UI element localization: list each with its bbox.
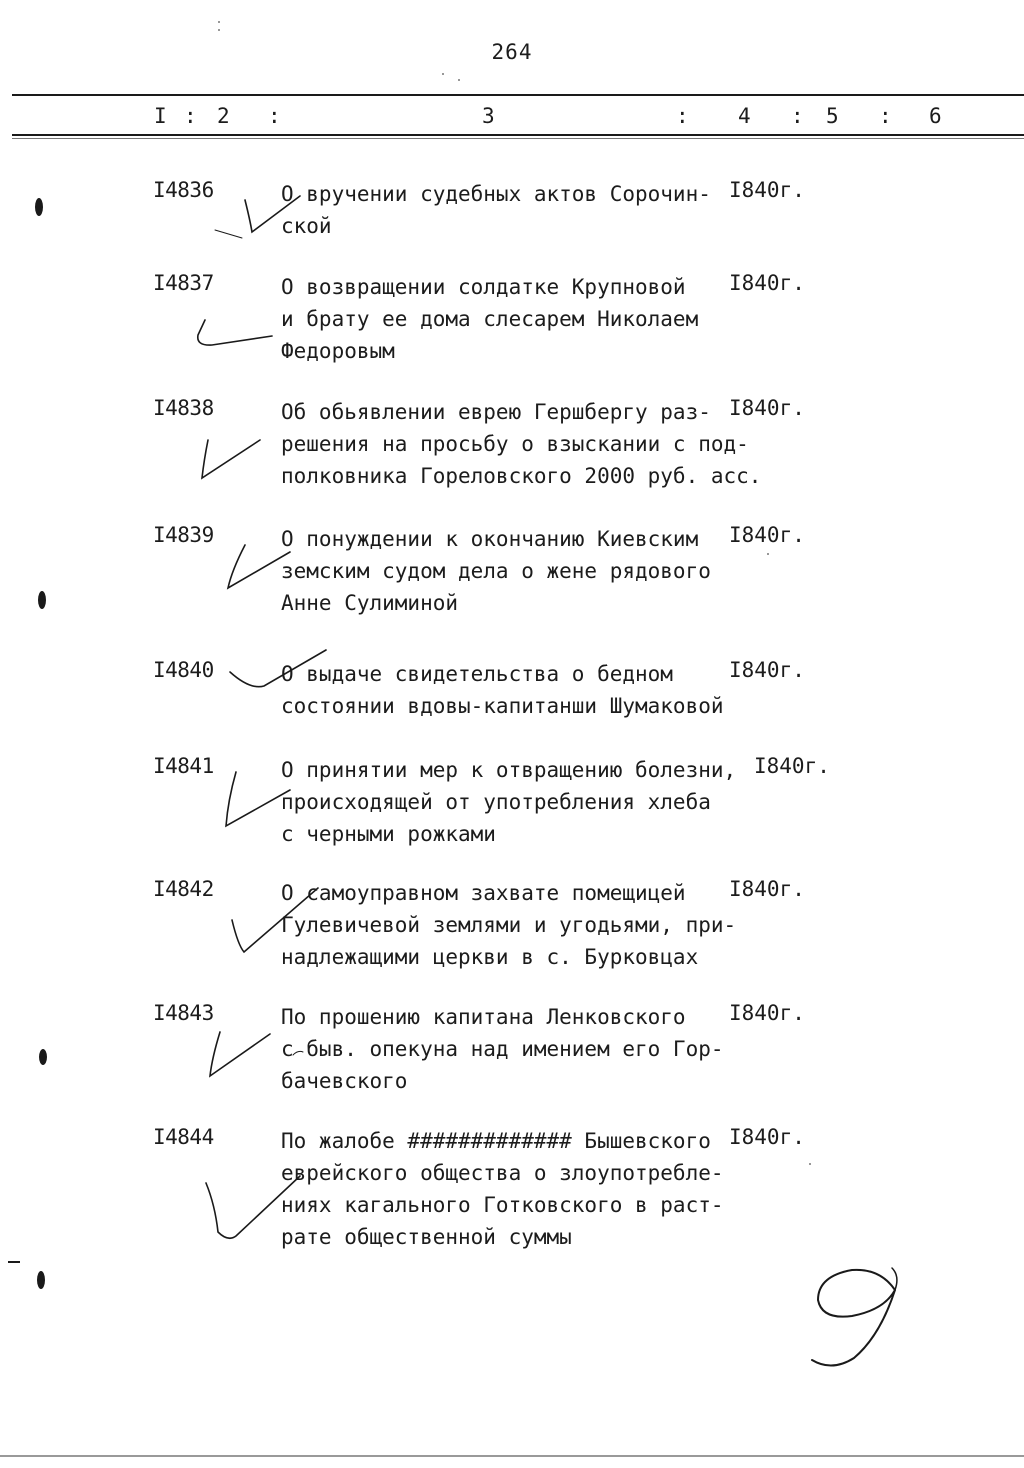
record-year: I840г. xyxy=(754,754,830,778)
description-line: с черными рожками xyxy=(281,822,496,846)
description-line: По жалобе ############# Бышевского xyxy=(281,1129,711,1153)
description-line: По прошению капитана Ленковского xyxy=(281,1005,686,1029)
description-line: Об обьявлении еврею Гершбергу раз- xyxy=(281,400,711,424)
bottom-edge-line xyxy=(0,1455,1024,1457)
punch-hole-mark xyxy=(37,1271,45,1289)
description-line: О понуждении к окончанию Киевским xyxy=(281,527,699,551)
ink-speck xyxy=(218,21,220,23)
col-separator: : xyxy=(791,104,804,128)
col-separator: : xyxy=(676,104,689,128)
col-4-header: 4 xyxy=(738,104,751,128)
description-line: решения на просьбу о взыскании с под- xyxy=(281,432,749,456)
page-number: 264 xyxy=(491,40,533,64)
record-number: I4844 xyxy=(153,1125,214,1149)
description-line: О возвращении солдатке Крупновой xyxy=(281,275,686,299)
sheet-number-nine xyxy=(812,1270,895,1366)
col-1-header: I xyxy=(154,104,167,128)
check-mark xyxy=(198,320,272,345)
header-rule-thin xyxy=(12,138,1024,139)
ink-speck xyxy=(218,29,220,31)
record-description xyxy=(281,877,751,973)
punch-hole-mark xyxy=(35,198,43,216)
ink-speck xyxy=(809,1163,811,1165)
record-year: I840г. xyxy=(729,271,805,295)
col-3-header: 3 xyxy=(482,104,495,128)
sheet-number-nine xyxy=(892,1268,897,1290)
check-mark xyxy=(202,440,260,478)
record-number: I4837 xyxy=(153,271,214,295)
description-line: О вручении судебных актов Сорочин- xyxy=(281,182,711,206)
record-description xyxy=(281,658,751,722)
description-line: надлежащими церкви в с. Бурковцах xyxy=(281,945,699,969)
record-year: I840г. xyxy=(729,178,805,202)
description-line: и брату ее дома слесарем Николаем xyxy=(281,307,699,331)
record-description xyxy=(281,754,751,850)
check-mark xyxy=(215,230,242,238)
description-line: ниях кагального Готковского в раст- xyxy=(281,1193,724,1217)
record-number: I4836 xyxy=(153,178,214,202)
col-separator: : xyxy=(268,104,281,128)
description-line: Анне Сулиминой xyxy=(281,591,459,615)
col-separator: : xyxy=(879,104,892,128)
col-5-header: 5 xyxy=(826,104,839,128)
description-line: рате общественной суммы xyxy=(281,1225,572,1249)
description-line: Гулевичевой землями и угодьями, при- xyxy=(281,913,737,937)
header-rule-top xyxy=(12,94,1024,96)
record-number: I4838 xyxy=(153,396,214,420)
description-line: еврейского общества о злоупотребле- xyxy=(281,1161,724,1185)
check-mark xyxy=(210,1032,270,1076)
record-description xyxy=(281,178,751,242)
record-number: I4841 xyxy=(153,754,214,778)
col-separator: : xyxy=(184,104,197,128)
record-number: I4843 xyxy=(153,1001,214,1025)
description-line: ской xyxy=(281,214,332,238)
record-description xyxy=(281,271,751,367)
record-number: I4839 xyxy=(153,523,214,547)
ink-speck xyxy=(442,73,444,75)
description-line: земским судом дела о жене рядового xyxy=(281,559,711,583)
description-line: происходящей от употребления хлеба xyxy=(281,790,711,814)
description-line: О самоуправном захвате помещицей xyxy=(281,881,686,905)
record-year: I840г. xyxy=(729,1001,805,1025)
record-description xyxy=(281,1125,751,1253)
description-line: О принятии мер к отвращению болезни, xyxy=(281,758,737,782)
header-rule-bottom xyxy=(12,134,1024,136)
record-year: I840г. xyxy=(729,877,805,901)
description-line: О выдаче свидетельства о бедном xyxy=(281,662,673,686)
record-year: I840г. xyxy=(729,523,805,547)
ink-speck xyxy=(767,553,769,555)
record-number: I4842 xyxy=(153,877,214,901)
punch-hole-mark xyxy=(39,1049,47,1065)
record-year: I840г. xyxy=(729,1125,805,1149)
record-year: I840г. xyxy=(729,658,805,682)
col-6-header: 6 xyxy=(929,104,942,128)
description-line: Федоровым xyxy=(281,339,395,363)
description-line: полковника Гореловского 2000 руб. асс. xyxy=(281,464,762,488)
description-line: бачевского xyxy=(281,1069,408,1093)
record-number: I4840 xyxy=(153,658,214,682)
record-year: I840г. xyxy=(729,396,805,420)
description-line: состоянии вдовы-капитанши Шумаковой xyxy=(281,694,724,718)
ink-speck xyxy=(458,79,460,81)
description-line: с быв. опекуна над имением его Гор- xyxy=(281,1037,724,1061)
record-description xyxy=(281,523,751,619)
record-description xyxy=(281,396,762,492)
col-2-header: 2 xyxy=(217,104,230,128)
punch-hole-mark xyxy=(38,591,46,609)
record-description xyxy=(281,1001,751,1097)
